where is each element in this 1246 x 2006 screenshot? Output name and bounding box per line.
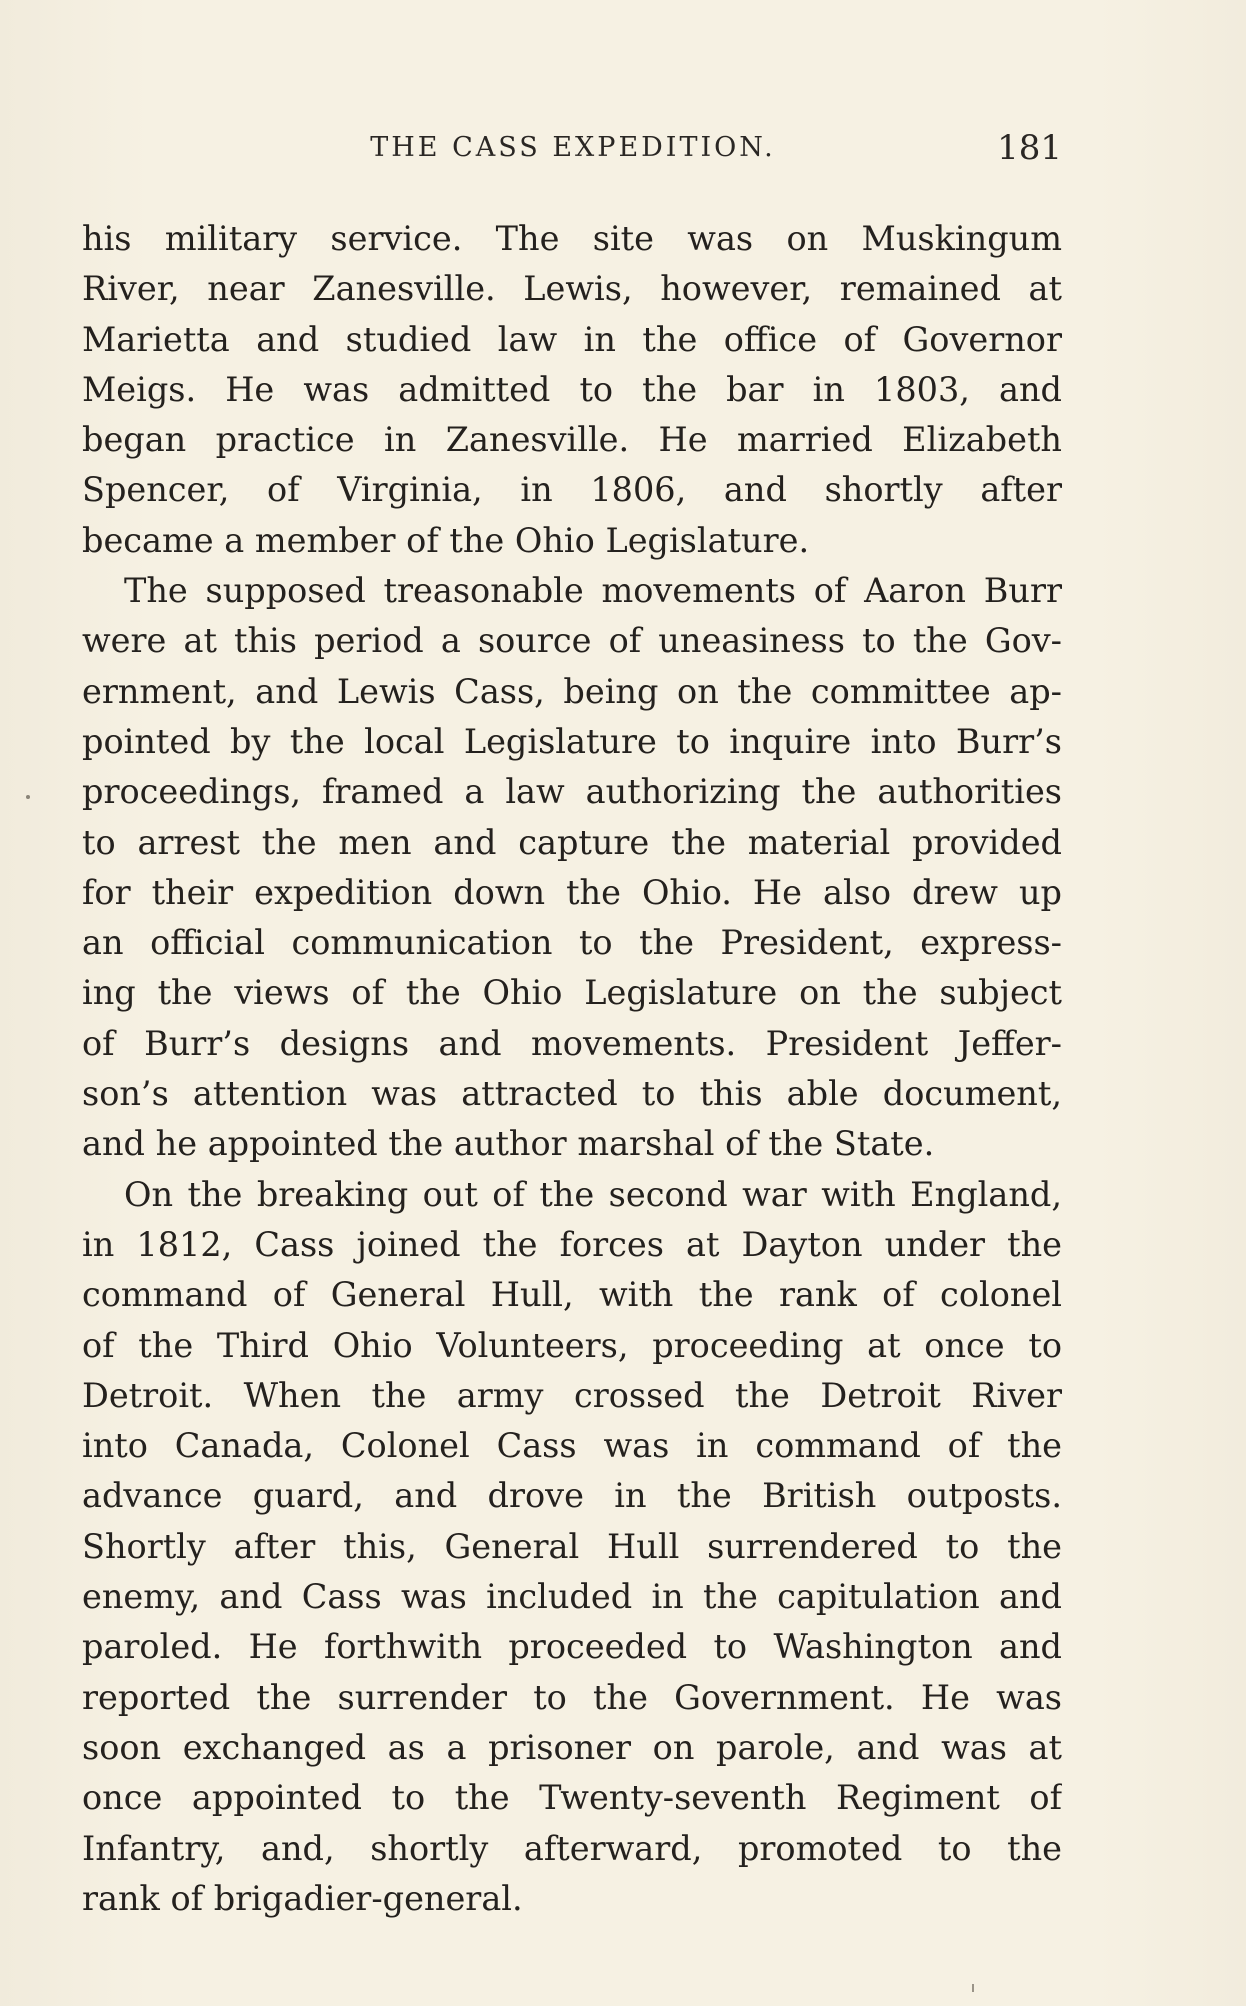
text-line: The supposed treasonable movements of Aaron Burr: [124, 571, 1062, 611]
text-line: River, near Zanesville. Lewis, however, remained at: [82, 269, 1062, 309]
text-line: Meigs. He was admitted to the bar in 1803, and: [82, 369, 1062, 409]
text-line: and he appointed the author marshal of the State.: [82, 1124, 935, 1164]
text-line: his military service. The site was on Muskingum: [82, 219, 1062, 258]
text-line: command of General Hull, with the rank of colonel: [82, 1275, 1062, 1315]
text-line: Marietta and studied law in the office of Governor: [82, 319, 1062, 359]
text-line: into Canada, Colonel Cass was in command of the: [82, 1426, 1062, 1466]
text-line: for their expedition down the Ohio. He also drew up: [82, 872, 1062, 912]
bottom-speck: [972, 1984, 974, 1992]
text-line: Spencer, of Virginia, in 1806, and shortly after: [82, 470, 1062, 510]
text-line: ernment, and Lewis Cass, being on the committee ap-: [82, 671, 1062, 711]
text-line: reported the surrender to the Government. He was: [82, 1677, 1062, 1717]
text-line: in 1812, Cass joined the forces at Dayton under the: [82, 1224, 1062, 1264]
text-line: enemy, and Cass was included in the capitulation and: [82, 1577, 1062, 1617]
text-line: ing the views of the Ohio Legislature on the subject: [82, 973, 1062, 1013]
text-line: Infantry, and, shortly afterward, promoted to the: [82, 1828, 1062, 1868]
text-line: son’s attention was attracted to this able document,: [82, 1074, 1062, 1114]
text-line: paroled. He forthwith proceeded to Washington and: [82, 1627, 1062, 1667]
text-line: soon exchanged as a prisoner on parole, and was at: [82, 1727, 1062, 1767]
text-line: rank of brigadier-general.: [82, 1878, 523, 1918]
margin-speck: [26, 795, 30, 799]
text-line: advance guard, and drove in the British outposts.: [82, 1476, 1062, 1516]
running-head: [84, 128, 1062, 176]
text-line: pointed by the local Legislature to inquire into Burr’s: [82, 721, 1062, 761]
text-line: Shortly after this, General Hull surrendered to the: [82, 1526, 1062, 1566]
page-number: 181: [997, 128, 1062, 168]
text-line: began practice in Zanesville. He married Elizabeth: [82, 420, 1062, 460]
text-line: On the breaking out of the second war with England,: [124, 1174, 1062, 1214]
text-line: an official communication to the President, express-: [82, 923, 1062, 963]
text-line: once appointed to the Twenty-seventh Regiment of: [82, 1778, 1062, 1818]
text-line: became a member of the Ohio Legislature.: [82, 520, 810, 560]
body-text: [82, 214, 1062, 1924]
text-line: of Burr’s designs and movements. President Jeffer-: [82, 1023, 1062, 1063]
text-line: were at this period a source of uneasiness to the Gov-: [82, 621, 1062, 661]
text-line: proceedings, framed a law authorizing the authorities: [82, 772, 1062, 812]
text-line: of the Third Ohio Volunteers, proceeding at once to: [82, 1325, 1062, 1365]
text-line: to arrest the men and capture the material provided: [82, 822, 1062, 862]
running-title: THE CASS EXPEDITION.: [370, 132, 776, 163]
text-line: Detroit. When the army crossed the Detroit River: [82, 1375, 1062, 1415]
